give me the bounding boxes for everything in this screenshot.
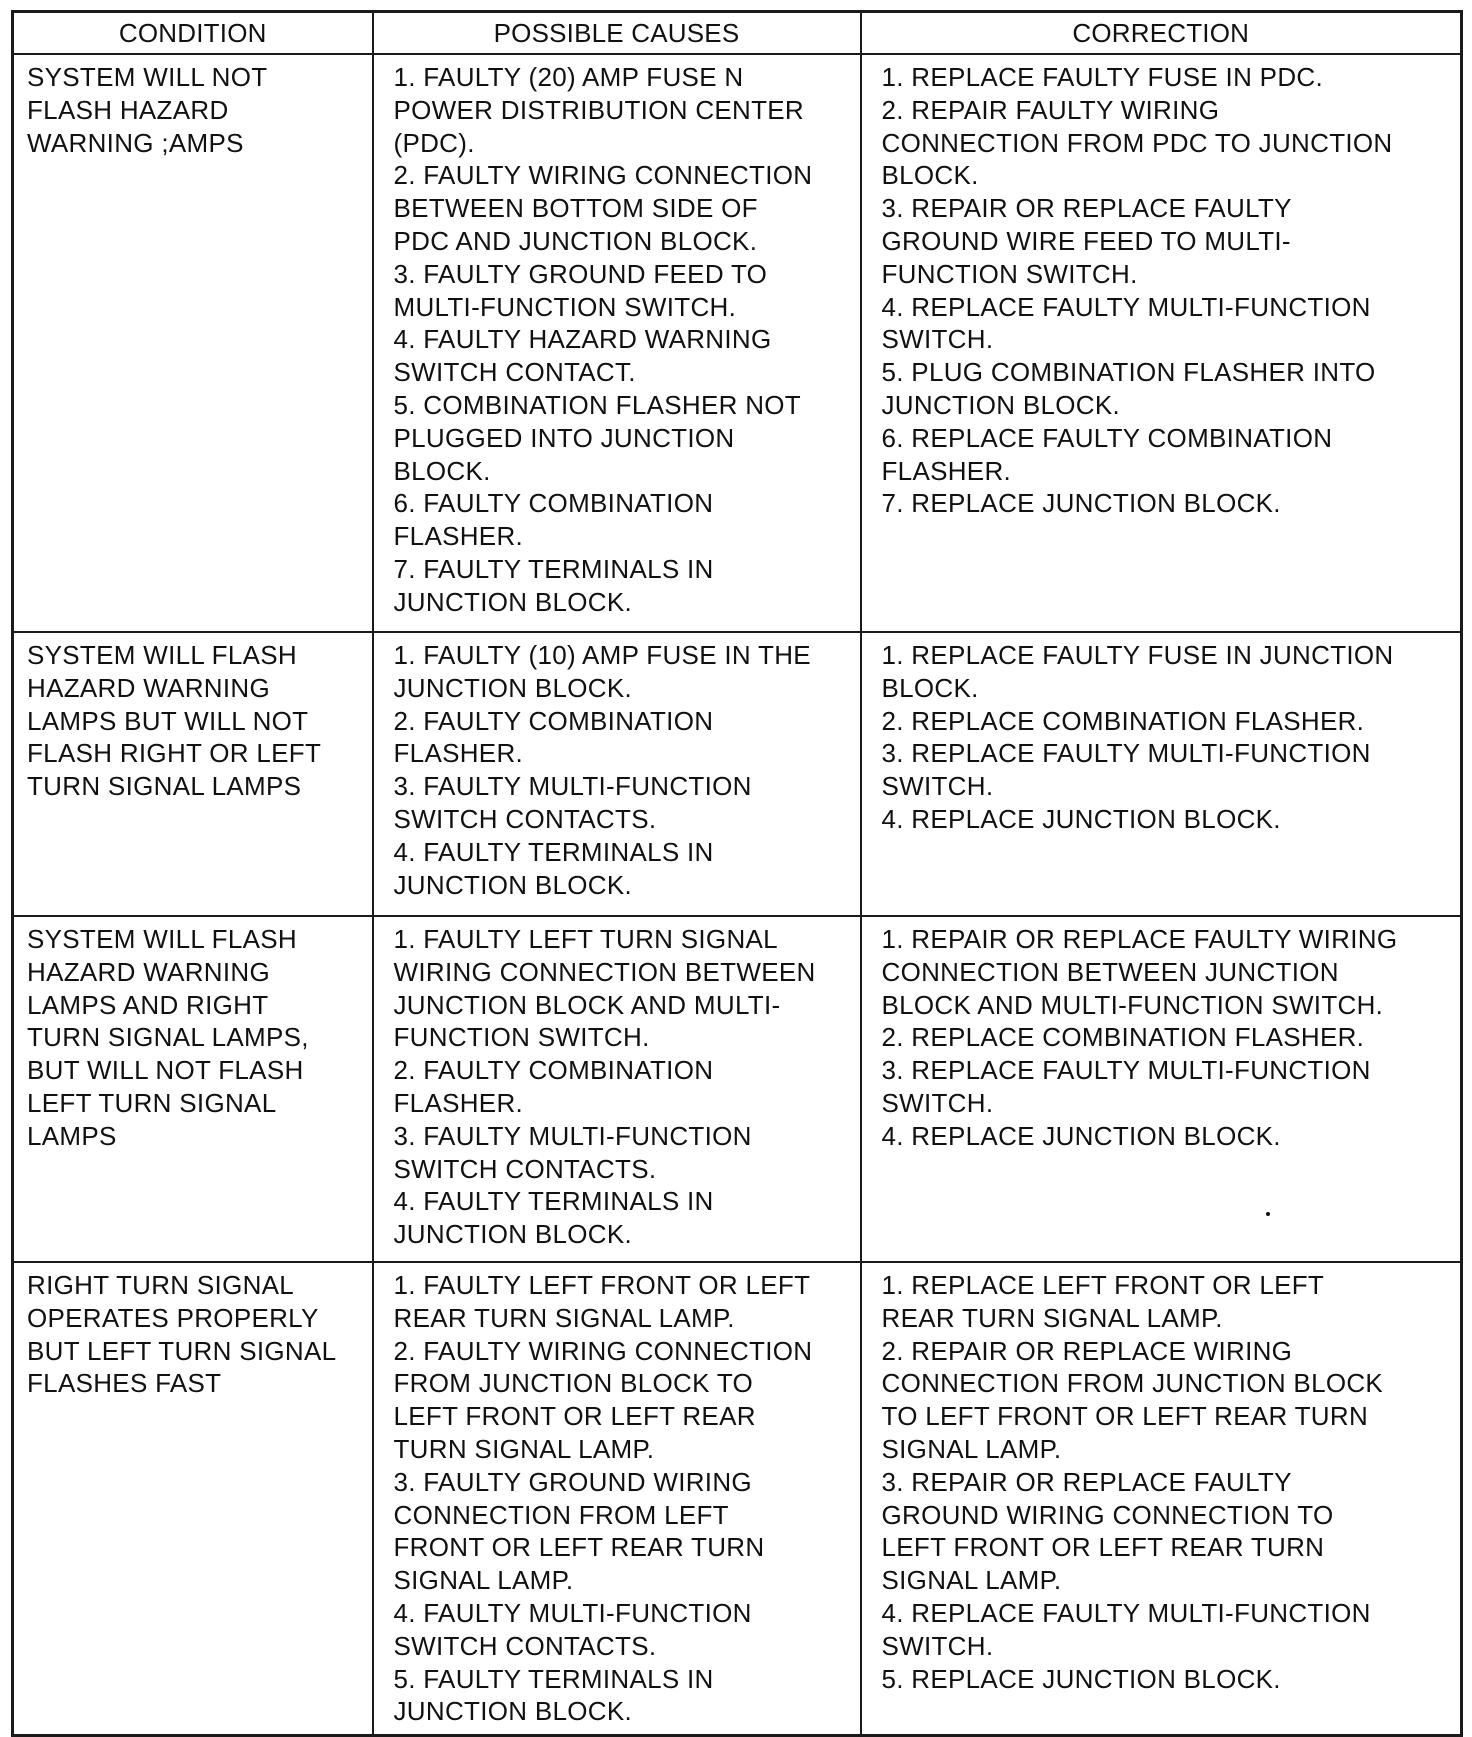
causes-line: JUNCTION BLOCK.	[393, 1219, 633, 1250]
causes-line: PDC AND JUNCTION BLOCK.	[393, 225, 758, 256]
causes-line: TURN SIGNAL LAMP.	[393, 1433, 655, 1464]
correction-line: SWITCH.	[881, 771, 994, 802]
correction-cell	[861, 632, 1462, 916]
causes-line: 7. FAULTY TERMINALS IN	[393, 553, 714, 584]
causes-line: 1. FAULTY (10) AMP FUSE IN THE	[393, 640, 811, 670]
causes-line: 4. FAULTY TERMINALS IN	[393, 1186, 714, 1217]
correction-line: 2. REPLACE COMBINATION FLASHER.	[881, 1022, 1365, 1053]
causes-line: POWER DISTRIBUTION CENTER	[393, 94, 805, 125]
causes-line: JUNCTION BLOCK.	[393, 1696, 633, 1727]
causes-line: LEFT FRONT OR LEFT REAR	[393, 1401, 756, 1432]
causes-line: JUNCTION BLOCK.	[393, 586, 633, 617]
causes-line: 3. FAULTY GROUND WIRING	[393, 1466, 752, 1497]
correction-line: FUNCTION SWITCH.	[881, 258, 1138, 289]
condition-line: TURN SIGNAL LAMPS,	[27, 1022, 309, 1053]
causes-line: FLASHER.	[393, 738, 524, 769]
condition-line: SYSTEM WILL NOT	[27, 62, 268, 92]
correction-line: 4. REPLACE JUNCTION BLOCK.	[881, 1120, 1281, 1151]
causes-line: (PDC).	[393, 127, 475, 158]
possible-causes-cell	[373, 632, 861, 916]
causes-line: BETWEEN BOTTOM SIDE OF	[393, 193, 758, 224]
table-row	[13, 632, 1462, 916]
causes-line: 6. FAULTY COMBINATION	[393, 488, 714, 519]
correction-line: GROUND WIRE FEED TO MULTI-	[881, 225, 1291, 256]
table-row	[13, 54, 1462, 632]
condition-line: RIGHT TURN SIGNAL	[27, 1270, 295, 1300]
correction-line: 3. REPAIR OR REPLACE FAULTY	[881, 193, 1292, 224]
correction-line: LEFT FRONT OR LEFT REAR TURN	[881, 1532, 1325, 1563]
correction-line: SIGNAL LAMP.	[881, 1433, 1062, 1464]
correction-line: 3. REPLACE FAULTY MULTI-FUNCTION	[881, 738, 1371, 769]
correction-line: SWITCH.	[881, 1087, 994, 1118]
table-row	[13, 916, 1462, 1262]
causes-line: FROM JUNCTION BLOCK TO	[393, 1368, 754, 1399]
causes-line: 2. FAULTY COMBINATION	[393, 705, 714, 736]
causes-line: 1. FAULTY LEFT FRONT OR LEFT	[393, 1270, 811, 1300]
correction-line: 4. REPLACE FAULTY MULTI-FUNCTION	[881, 1597, 1371, 1628]
header-possible-causes: POSSIBLE CAUSES	[373, 12, 861, 55]
correction-line: 1. REPAIR OR REPLACE FAULTY WIRING	[881, 924, 1398, 954]
correction-line: 6. REPLACE FAULTY COMBINATION	[881, 422, 1333, 453]
causes-line: 4. FAULTY HAZARD WARNING	[393, 324, 772, 355]
correction-cell	[861, 54, 1462, 632]
causes-line: PLUGGED INTO JUNCTION	[393, 422, 735, 453]
correction-line: 3. REPLACE FAULTY MULTI-FUNCTION	[881, 1055, 1371, 1086]
causes-line: MULTI-FUNCTION SWITCH.	[393, 291, 737, 322]
condition-cell	[13, 54, 373, 632]
causes-line: SWITCH CONTACTS.	[393, 803, 657, 834]
correction-line: 3. REPAIR OR REPLACE FAULTY	[881, 1466, 1292, 1497]
condition-line: OPERATES PROPERLY	[27, 1302, 319, 1333]
correction-line: FLASHER.	[881, 455, 1012, 486]
condition-line: LAMPS BUT WILL NOT	[27, 705, 309, 736]
causes-line: 4. FAULTY MULTI-FUNCTION	[393, 1597, 752, 1628]
condition-line: SYSTEM WILL FLASH	[27, 924, 297, 954]
header-correction: CORRECTION	[861, 12, 1462, 55]
condition-cell	[13, 1262, 373, 1736]
causes-line: 1. FAULTY (20) AMP FUSE N	[393, 62, 744, 92]
condition-line: LEFT TURN SIGNAL	[27, 1087, 277, 1118]
causes-line: FLASHER.	[393, 521, 524, 552]
causes-line: SWITCH CONTACTS.	[393, 1153, 657, 1184]
correction-line: JUNCTION BLOCK.	[881, 389, 1121, 420]
causes-line: FUNCTION SWITCH.	[393, 1022, 650, 1053]
causes-line: JUNCTION BLOCK AND MULTI-	[393, 989, 781, 1020]
correction-line: GROUND WIRING CONNECTION TO	[881, 1499, 1334, 1530]
condition-line: BUT WILL NOT FLASH	[27, 1055, 304, 1086]
condition-cell	[13, 916, 373, 1262]
correction-line: CONNECTION FROM PDC TO JUNCTION	[881, 127, 1393, 158]
condition-line: FLASHES FAST	[27, 1368, 222, 1399]
condition-line: HAZARD WARNING	[27, 672, 271, 703]
header-condition: CONDITION	[13, 12, 373, 55]
causes-line: REAR TURN SIGNAL LAMP.	[393, 1302, 735, 1333]
correction-line: BLOCK.	[881, 672, 979, 703]
causes-line: FRONT OR LEFT REAR TURN	[393, 1532, 765, 1563]
correction-line: 4. REPLACE FAULTY MULTI-FUNCTION	[881, 291, 1371, 322]
troubleshooting-table	[11, 10, 1463, 1737]
condition-line: LAMPS	[27, 1120, 117, 1151]
correction-line: 1. REPLACE FAULTY FUSE IN PDC.	[881, 62, 1323, 92]
stray-dot	[1266, 1212, 1270, 1216]
table-row	[13, 1262, 1462, 1736]
correction-line: SWITCH.	[881, 1630, 994, 1661]
causes-line: 2. FAULTY WIRING CONNECTION	[393, 160, 813, 191]
causes-line: SWITCH CONTACT.	[393, 357, 636, 388]
condition-line: FLASH RIGHT OR LEFT	[27, 738, 322, 769]
correction-line: SWITCH.	[881, 324, 994, 355]
possible-causes-cell	[373, 54, 861, 632]
correction-line: REAR TURN SIGNAL LAMP.	[881, 1302, 1223, 1333]
condition-line: SYSTEM WILL FLASH	[27, 640, 297, 670]
correction-line: 1. REPLACE FAULTY FUSE IN JUNCTION	[881, 640, 1394, 670]
correction-line: 5. REPLACE JUNCTION BLOCK.	[881, 1663, 1281, 1694]
correction-line: BLOCK AND MULTI-FUNCTION SWITCH.	[881, 989, 1384, 1020]
causes-line: SWITCH CONTACTS.	[393, 1630, 657, 1661]
possible-causes-cell	[373, 1262, 861, 1736]
correction-line: 7. REPLACE JUNCTION BLOCK.	[881, 488, 1281, 519]
condition-cell	[13, 632, 373, 916]
causes-line: 2. FAULTY COMBINATION	[393, 1055, 714, 1086]
correction-cell	[861, 1262, 1462, 1736]
condition-line: HAZARD WARNING	[27, 956, 271, 987]
condition-line: WARNING ;AMPS	[27, 127, 244, 158]
causes-line: 5. FAULTY TERMINALS IN	[393, 1663, 714, 1694]
correction-line: CONNECTION BETWEEN JUNCTION	[881, 956, 1339, 987]
causes-line: WIRING CONNECTION BETWEEN	[393, 956, 816, 987]
causes-line: JUNCTION BLOCK.	[393, 869, 633, 900]
correction-line: 1. REPLACE LEFT FRONT OR LEFT	[881, 1270, 1325, 1300]
correction-line: BLOCK.	[881, 160, 979, 191]
causes-line: 3. FAULTY GROUND FEED TO	[393, 258, 768, 289]
correction-cell	[861, 916, 1462, 1262]
causes-line: SIGNAL LAMP.	[393, 1565, 574, 1596]
correction-line: 2. REPLACE COMBINATION FLASHER.	[881, 705, 1365, 736]
causes-line: 5. COMBINATION FLASHER NOT	[393, 389, 801, 420]
correction-line: 2. REPAIR OR REPLACE WIRING	[881, 1335, 1293, 1366]
causes-line: 3. FAULTY MULTI-FUNCTION	[393, 771, 752, 802]
correction-line: SIGNAL LAMP.	[881, 1565, 1062, 1596]
condition-line: TURN SIGNAL LAMPS	[27, 771, 302, 802]
condition-line: FLASH HAZARD	[27, 94, 229, 125]
causes-line: CONNECTION FROM LEFT	[393, 1499, 729, 1530]
possible-causes-cell	[373, 916, 861, 1262]
causes-line: BLOCK.	[393, 455, 491, 486]
correction-line: TO LEFT FRONT OR LEFT REAR TURN	[881, 1401, 1369, 1432]
header-row	[13, 12, 1462, 55]
causes-line: FLASHER.	[393, 1087, 524, 1118]
causes-line: JUNCTION BLOCK.	[393, 672, 633, 703]
correction-line: 4. REPLACE JUNCTION BLOCK.	[881, 803, 1281, 834]
causes-line: 2. FAULTY WIRING CONNECTION	[393, 1335, 813, 1366]
correction-line: 2. REPAIR FAULTY WIRING	[881, 94, 1220, 125]
condition-line: LAMPS AND RIGHT	[27, 989, 269, 1020]
condition-line: BUT LEFT TURN SIGNAL	[27, 1335, 337, 1366]
causes-line: 1. FAULTY LEFT TURN SIGNAL	[393, 924, 778, 954]
correction-line: 5. PLUG COMBINATION FLASHER INTO	[881, 357, 1376, 388]
correction-line: CONNECTION FROM JUNCTION BLOCK	[881, 1368, 1384, 1399]
causes-line: 4. FAULTY TERMINALS IN	[393, 836, 714, 867]
causes-line: 3. FAULTY MULTI-FUNCTION	[393, 1120, 752, 1151]
